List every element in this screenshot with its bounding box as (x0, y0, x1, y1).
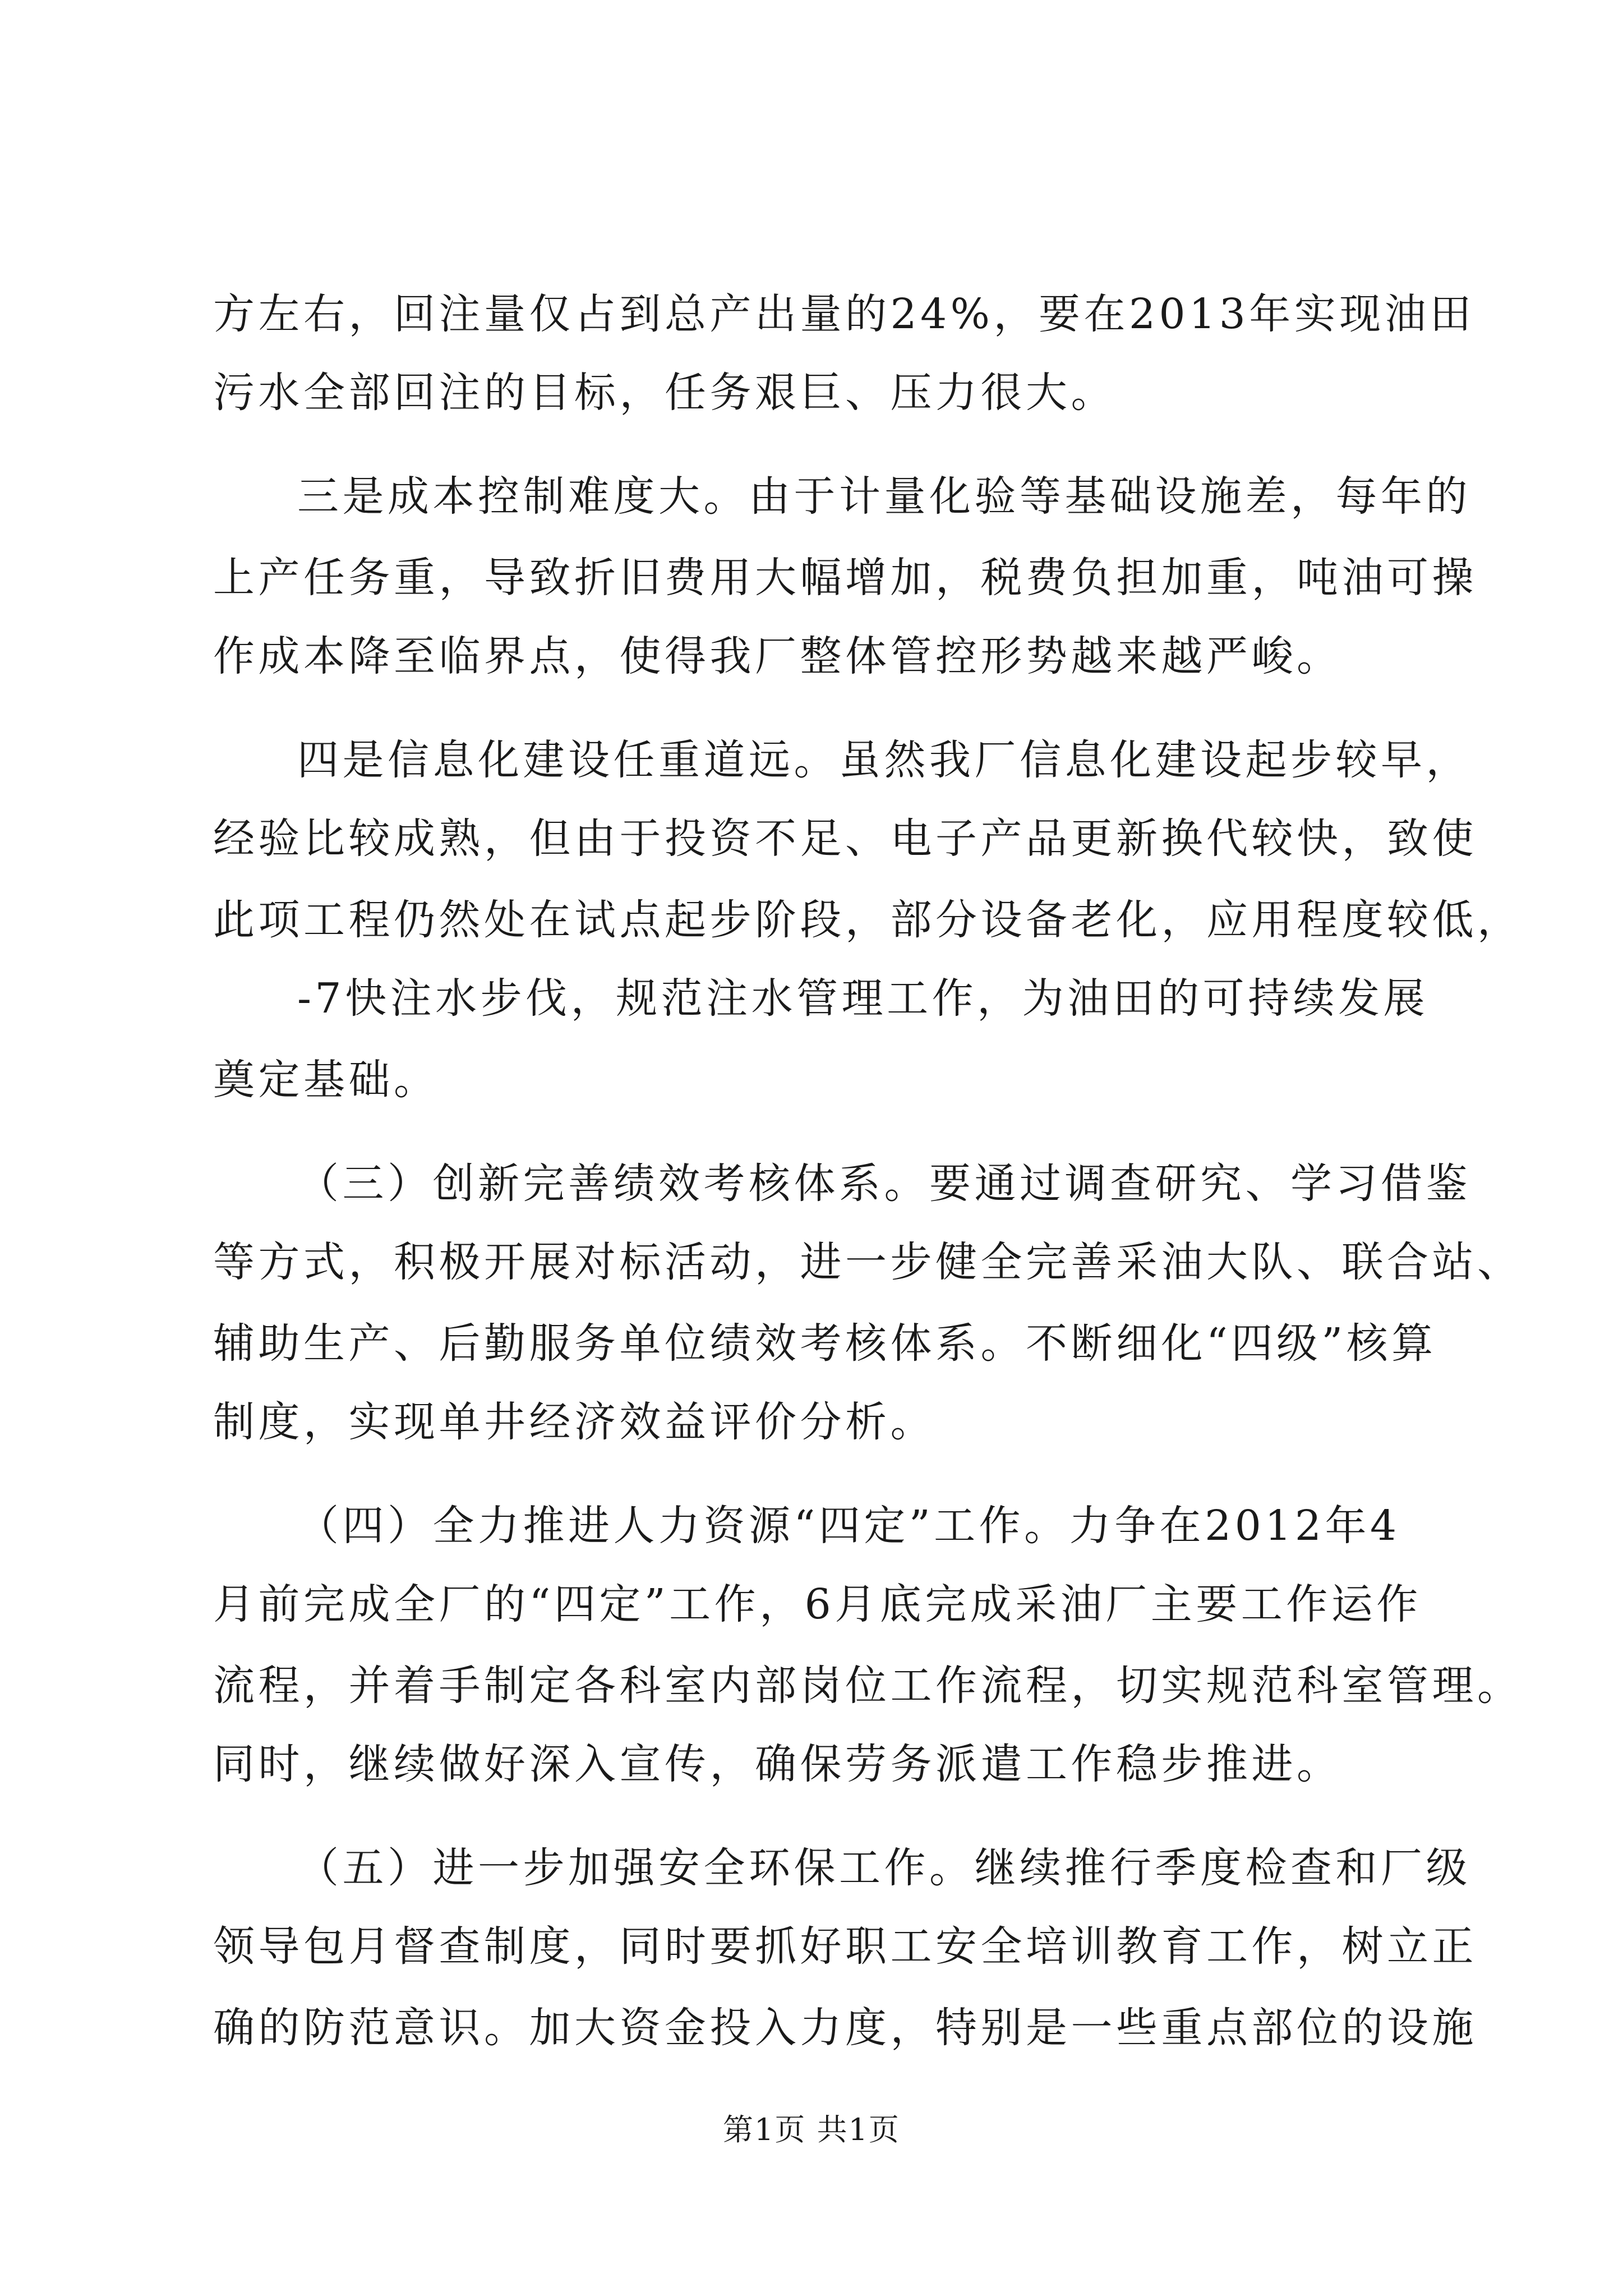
text-line-8: 此项工程仍然处在试点起步阶段，部分设备老化，应用程度较低， (213, 896, 1523, 944)
text-line-13: 辅助生产、后勤服务单位绩效考核体系。不断细化“四级”核算 (213, 1319, 1437, 1368)
text-line-11: （三）创新完善绩效考核体系。要通过调查研究、学习借鉴 (297, 1159, 1471, 1208)
page-number-footer: 第1页 共1页 (723, 2112, 900, 2147)
text-line-19: （五）进一步加强安全环保工作。继续推行季度检查和厂级 (297, 1844, 1471, 1892)
text-line-6: 四是信息化建设任重道远。虽然我厂信息化建设起步较早， (297, 736, 1471, 784)
text-line-3: 三是成本控制难度大。由于计量化验等基础设施差，每年的 (297, 472, 1471, 521)
text-line-7: 经验比较成熟，但由于投资不足、电子产品更新换代较快，致使 (213, 815, 1477, 863)
text-line-21: 确的防范意识。加大资金投入力度，特别是一些重点部位的设施 (213, 2004, 1477, 2052)
text-line-12: 等方式，积极开展对标活动，进一步健全完善采油大队、联合站、 (213, 1238, 1523, 1286)
text-line-4: 上产任务重，导致折旧费用大幅增加，税费负担加重，吨油可操 (213, 554, 1477, 602)
text-line-10: 奠定基础。 (213, 1056, 439, 1104)
text-line-5: 作成本降至临界点，使得我厂整体管控形势越来越严峻。 (213, 632, 1342, 680)
text-line-16: 月前完成全厂的“四定”工作，6月底完成采油厂主要工作运作 (213, 1580, 1422, 1628)
text-line-1: 方左右，回注量仅占到总产出量的24%，要在2013年实现油田 (213, 290, 1475, 338)
text-line-9: -7快注水步伐，规范注水管理工作，为油田的可持续发展 (297, 974, 1429, 1023)
text-line-17: 流程，并着手制定各科室内部岗位工作流程，切实规范科室管理。 (213, 1662, 1523, 1710)
text-line-14: 制度，实现单井经济效益评价分析。 (213, 1398, 935, 1446)
text-line-2: 污水全部回注的目标，任务艰巨、压力很大。 (213, 369, 1116, 417)
text-line-18: 同时，继续做好深入宣传，确保劳务派遣工作稳步推进。 (213, 1740, 1342, 1788)
text-line-15: （四）全力推进人力资源“四定”工作。力争在2012年4 (297, 1502, 1400, 1550)
text-line-20: 领导包月督查制度，同时要抓好职工安全培训教育工作，树立正 (213, 1922, 1477, 1971)
